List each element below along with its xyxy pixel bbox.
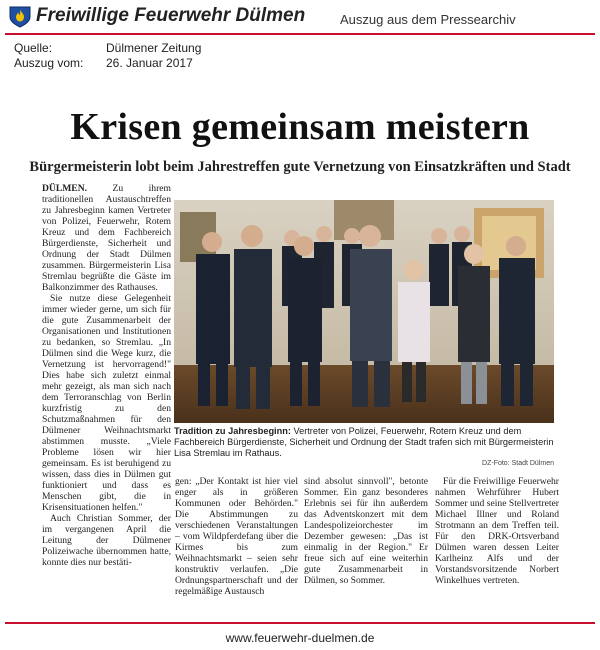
paragraph-intro: Zu ihrem traditionellen Austauschtreffen zu Jahresbeginn kamen Vertreter von Polizei, Feuerwehr, Rotem Kreuz und dem Fachbereich Bürgerdienste, Sicherheit und Ordnung der Stadt Dülmen zusammen. Bürgermeisterin Lisa Stremlau begrüßte die Gäste im Balkonzimmer des Rathauses. [42, 183, 171, 293]
date-value: 26. Januar 2017 [106, 56, 193, 70]
article-headline: Krisen gemeinsam meistern [70, 106, 530, 148]
article-dateline: DÜLMEN. [42, 183, 88, 194]
site-brand: Freiwillige Feuerwehr Dülmen [36, 5, 306, 26]
caption-text: Vertreter von Polizei, Feuerwehr, Rotem Kreuz und dem Fachbereich Bürgerdienste, Sicherheit und Ordnung der Stadt trafen sich mit Bürgermeisterin Lisa Stremlau im Rathaus. [174, 426, 554, 458]
paragraph-3: Auch Christian Sommer, der im vergangenen April die Leitung der Dülmener Polizeiwache übernommen hatte, konnte dies nur bestäti- [42, 513, 171, 568]
footer-url[interactable]: www.feuerwehr-duelmen.de [225, 631, 375, 645]
date-label: Auszug vom: [14, 56, 84, 70]
paragraph-col3: sind absolut sinnvoll", betonte Sommer. Ein ganz besonderes Erlebnis sei für ihn außerdem das Adventskonzert mit dem Landespolizeiorchester im Dezember gewesen: „Das ist einmalig in der Region." Er freue sich auf eine weiterhin gute Zusammenarbeit in Dülmen, so Sommer. [304, 476, 428, 586]
newspaper-clipping [0, 88, 600, 616]
caption-lead: Tradition zu Jahresbeginn: [174, 426, 291, 436]
paragraph-2: Sie nutze diese Gelegenheit immer wieder gerne, um sich für die gute Zusammenarbeit der Organisationen und Institutionen zu bedanken, so Stremlau. „In Dülmen sind die Wege kurz, die Vernetzung ist hervorragend!" Dies habe sich zuletzt einmal mehr gezeigt, als man sich nach dem Terroranschlag von Berlin kurzfristig zu den Schutzmaßnahmen für den Dülmener Weihnachtsmarkt abstimmen musste. „Viele Probleme lösen wir hier gemeinsam. Es ist beruhigend zu wissen, dass dies in Dülmen gut funktioniert und dass es Menschen gibt, die in Krisensituationen helfen." [42, 293, 171, 513]
source-value: Dülmener Zeitung [106, 41, 202, 55]
photo-credit: DZ-Foto: Stadt Dülmen [482, 460, 554, 467]
article-column-1 [42, 183, 171, 568]
group-photo [174, 200, 554, 423]
article-column-3 [304, 476, 428, 586]
article-column-2 [175, 476, 298, 597]
photo-caption [174, 426, 554, 459]
article-subheadline: Bürgermeisterin lobt beim Jahrestreffen gute Vernetzung von Einsatzkräften und Stadt [29, 159, 571, 175]
fire-department-crest-icon [8, 6, 32, 28]
header-divider [5, 33, 595, 35]
footer-divider [5, 622, 595, 624]
paragraph-col2: gen: „Der Kontakt ist hier viel enger als in größeren Kommunen oder Behörden." Die Abstimmungen zu verschiedenen Veranstaltungen – vom Wildpferdefang über die Kirmes bis zum Weihnachtsmarkt – seien sehr konstruktiv verlaufen. „Die Ordnungspartnerschaft und der regelmäßige Austausch [175, 476, 298, 597]
article-column-4 [435, 476, 559, 586]
source-label: Quelle: [14, 41, 53, 55]
archive-label: Auszug aus dem Pressearchiv [340, 12, 516, 27]
paragraph-col4: Für die Freiwillige Feuerwehr nahmen Wehrführer Hubert Sommer und seine Stellvertreter Michael Illner und Roland Strotmann an dem Treffen teil. Für den DRK-Ortsverband Dülmen waren dessen Leiter Karlheinz Alfs und der Vorstandsvorsitzende Norbert Winkelhues vertreten. [435, 476, 559, 586]
source-meta [14, 41, 201, 71]
